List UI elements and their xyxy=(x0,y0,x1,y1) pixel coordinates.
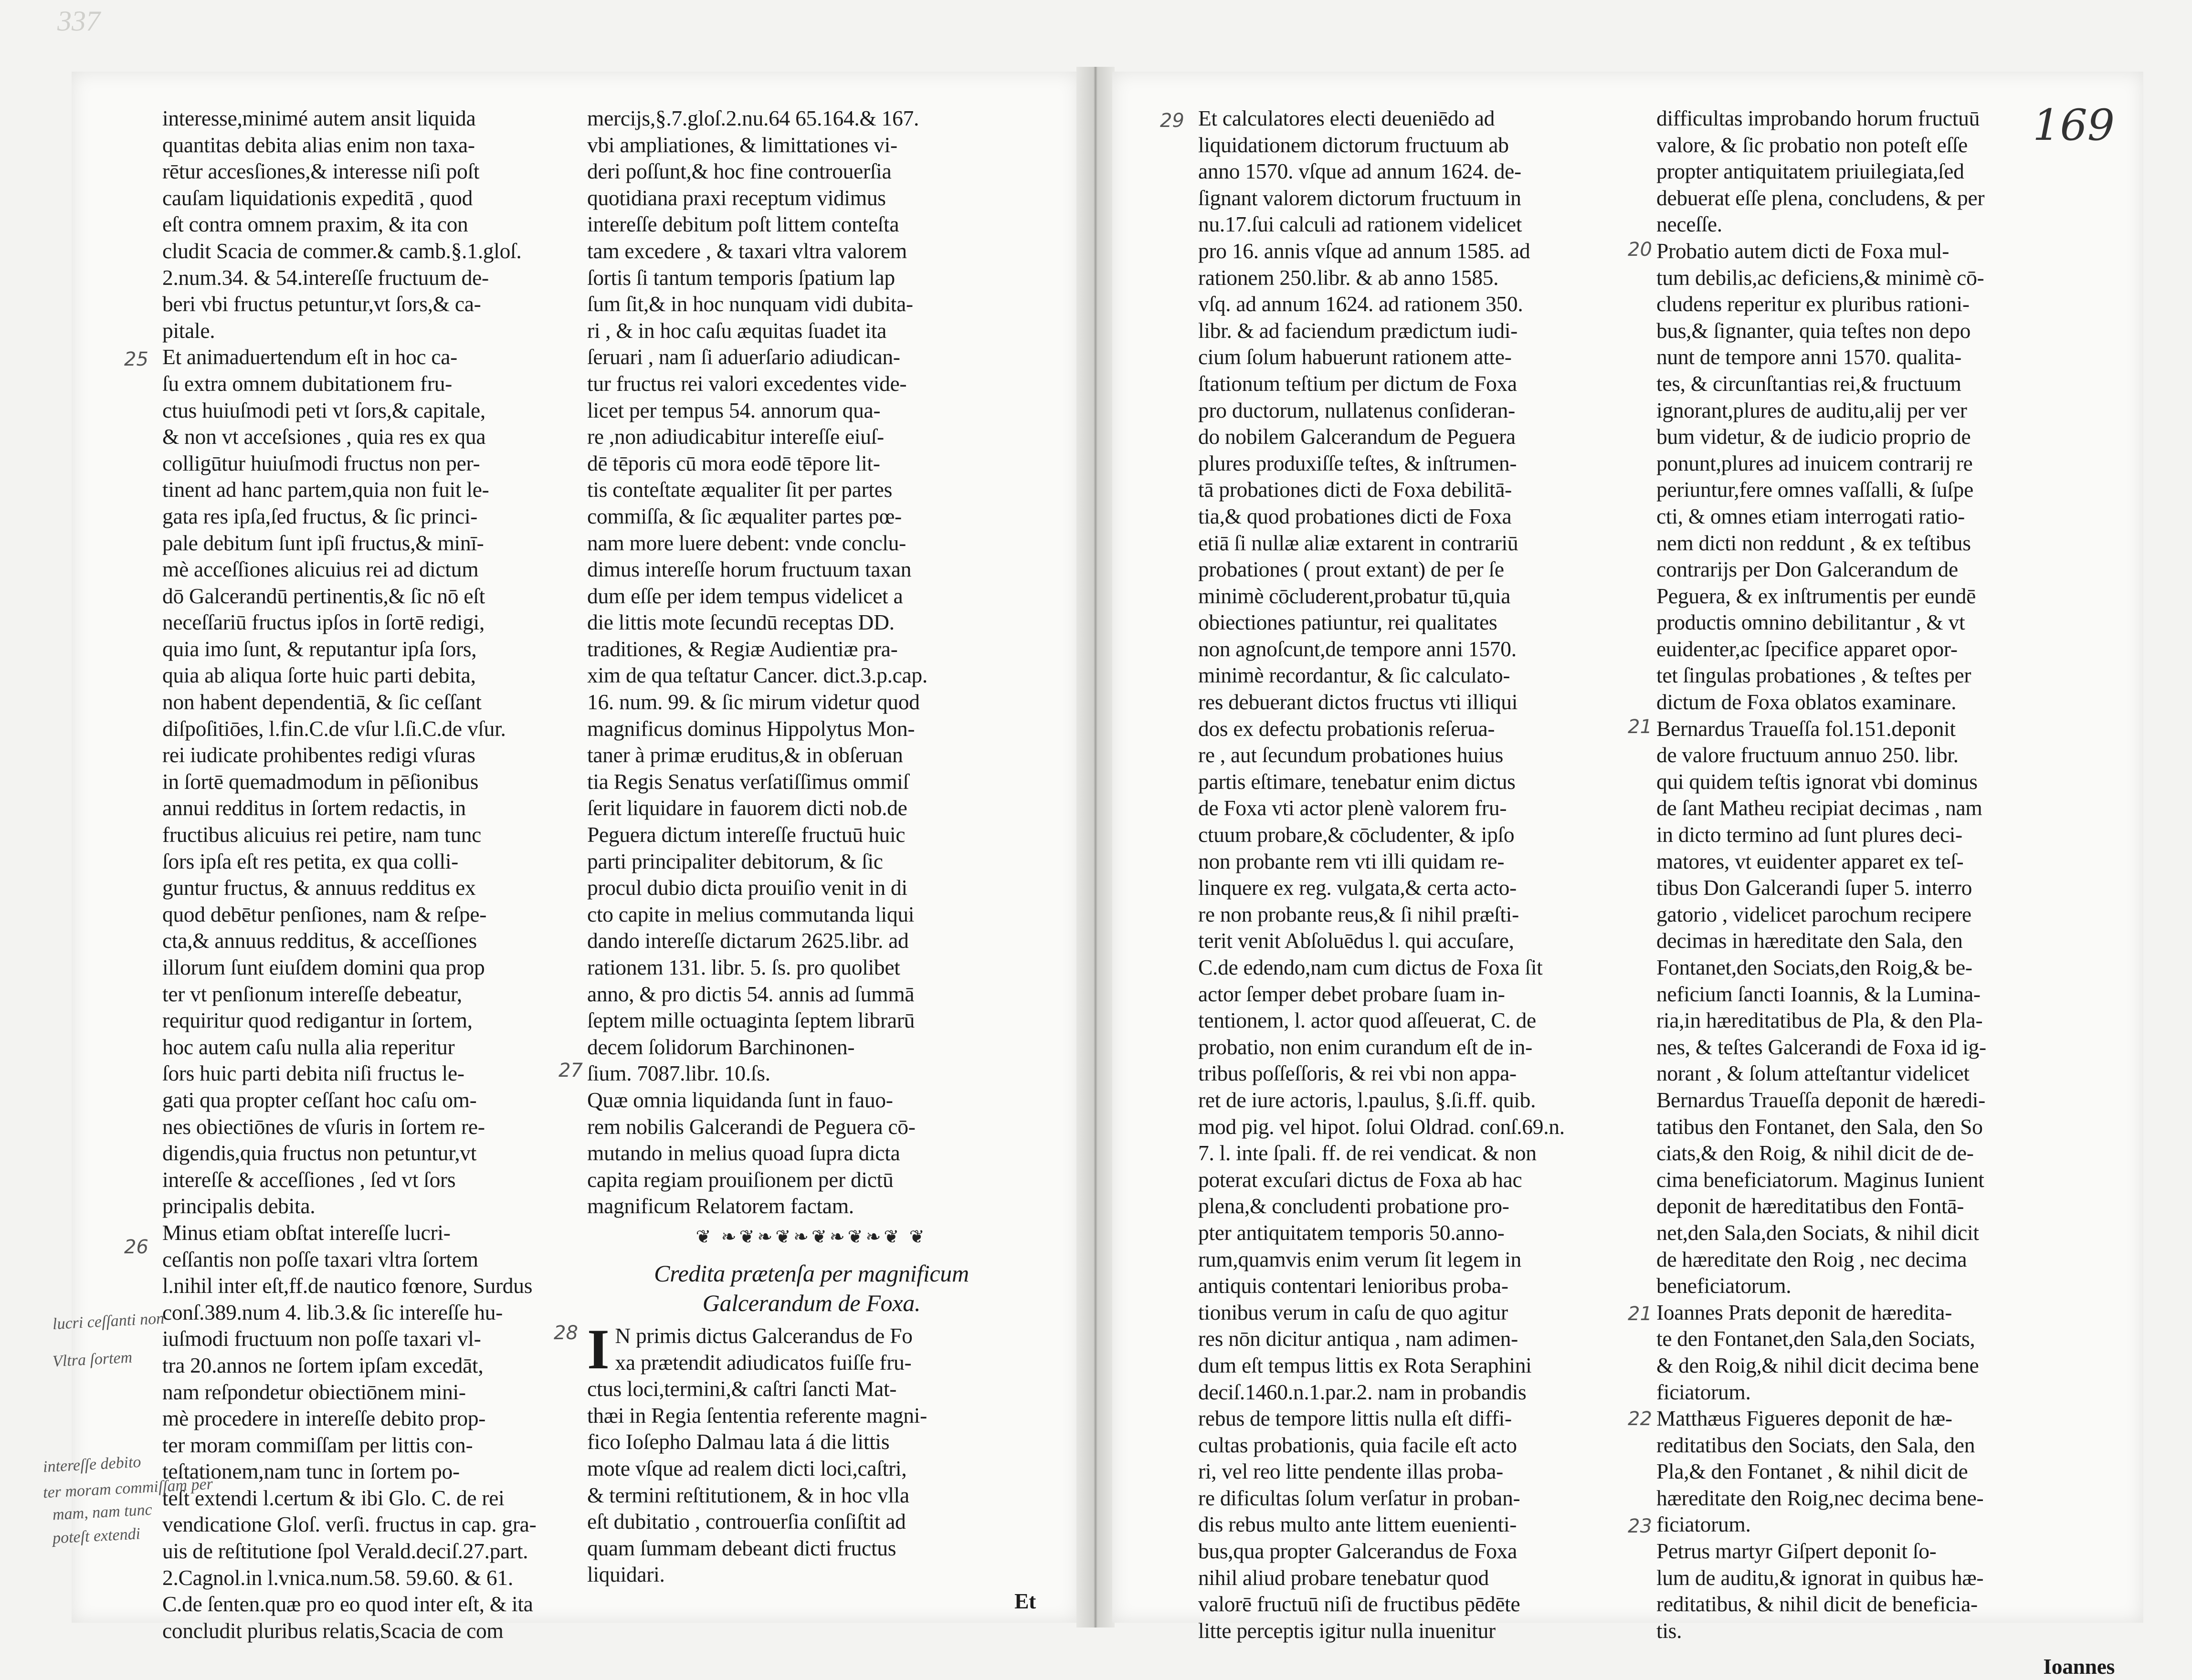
text-line: mercijs,§.7.gloſ.2.nu.64 65.164.& 167. xyxy=(587,106,919,130)
text-line: ria,in hæreditatibus de Pla, & den Pla- xyxy=(1656,1008,1983,1033)
text-line: ſeptem mille octuaginta ſeptem librarū xyxy=(587,1008,915,1033)
margin-note: lucri ceſſanti non xyxy=(52,1309,165,1334)
margin-number: 26 xyxy=(124,1236,148,1258)
text-line: nu.17.ſui calculi ad rationem videlicet xyxy=(1198,212,1522,237)
text-line: concludit pluribus relatis,Scacia de com xyxy=(162,1618,504,1643)
text-line: reditatibus, & nihil dicit de beneficia- xyxy=(1656,1592,1978,1617)
text-line: taner à primæ eruditus,& in obſeruan xyxy=(587,743,903,767)
text-line: 7. l. inte ſpali. ff. de rei vendicat. & non xyxy=(1198,1141,1537,1166)
text-line: illorum ſunt eiuſdem domini qua prop xyxy=(162,955,485,979)
text-line: fico Ioſepho Dalmau lata á die littis xyxy=(587,1429,890,1454)
text-line: deri poſſunt,& hoc fine controuerſia xyxy=(587,159,892,184)
text-line: anno, & pro dictis 54. annis ad ſummā xyxy=(587,981,915,1006)
text-line: capita regiam prouiſionem per dictū xyxy=(587,1167,894,1192)
text-line: ſum ſit,& in hoc nunquam vidi dubita- xyxy=(587,292,913,316)
text-line: dando intereſſe dictarum 2625.libr. ad xyxy=(587,928,909,953)
margin-note: intereſſe debito xyxy=(42,1453,142,1476)
text-line: N primis dictus Galcerandus de Fo xyxy=(615,1323,913,1348)
text-line: re , aut ſecundum probationes huius xyxy=(1198,743,1503,767)
text-line: etiā ſi nullæ aliæ extarent in contrariū xyxy=(1198,530,1518,555)
text-line: plena,& concludenti probatione pro- xyxy=(1198,1194,1509,1218)
text-line: quod debētur penſiones, nam & reſpe- xyxy=(162,902,487,926)
text-line: rationem 250.libr. & ab anno 1585. xyxy=(1198,265,1499,290)
text-line: annui redditus in ſortem redactis, in xyxy=(162,796,466,820)
text-line: mote vſque ad realem dicti loci,caſtri, xyxy=(587,1456,907,1480)
text-line: mod pig. vel hipot. ſolui Oldrad. conſ.69.n. xyxy=(1198,1114,1565,1139)
text-line: cto capite in melius commutanda liqui xyxy=(587,902,915,926)
text-line: terit venit Abſoluēdus l. qui accuſare, xyxy=(1198,928,1514,953)
left-page xyxy=(42,72,1079,1643)
text-line: Matthæus Figueres deponit de hæ- xyxy=(1656,1406,1952,1431)
folio-number: 169 xyxy=(2033,100,2115,150)
text-line: litte perceptis igitur nulla inuenitur xyxy=(1198,1618,1496,1643)
ornament-divider: ❦ ❧❦❧❦❧❦❧❦❧❦ ❦ xyxy=(696,1227,927,1247)
text-line: antiquis contentari lenioribus proba- xyxy=(1198,1273,1508,1298)
text-line: teſtationem,nam tunc in ſortem po- xyxy=(162,1459,460,1484)
text-line: tum debilis,ac deficiens,& minimè cō- xyxy=(1656,265,1984,290)
text-line: gata res ipſa,ſed fructus, & ſic princi- xyxy=(162,504,478,528)
text-line: tia Regis Senatus verſatiſſimus ommiſ xyxy=(587,769,909,794)
text-line: reditatibus den Sociats, den Sala, den xyxy=(1656,1432,1975,1457)
text-line: pter antiquitatem temporis 50.anno- xyxy=(1198,1220,1505,1245)
text-line: vſq. ad annum 1624. ad rationem 350. xyxy=(1198,292,1523,316)
text-line: ter vt penſionum intereſſe debeatur, xyxy=(162,981,462,1006)
text-line: Et animaduertendum eſt in hoc ca- xyxy=(162,345,458,369)
text-line: dō Galcerandū pertinentis,& ſic nō eſt xyxy=(162,583,485,608)
text-line: cium ſolum habuerunt rationem atte- xyxy=(1198,345,1512,369)
text-line: pro ductorum, nullatenus conſideran- xyxy=(1198,398,1515,422)
margin-number: 29 xyxy=(1160,110,1184,132)
text-line: res nōn dicitur antiqua , nam adimen- xyxy=(1198,1326,1518,1351)
text-line: pro 16. annis vſque ad annum 1585. ad xyxy=(1198,238,1530,263)
text-line: requiritur quod redigantur in ſortem, xyxy=(162,1008,473,1033)
text-line: net,den Sala,den Sociats, & nihil dicit xyxy=(1656,1220,1979,1245)
text-line: res debuerant dictos fructus vti illiqui xyxy=(1198,690,1518,714)
text-line: cultas probationis, quia facile eſt acto xyxy=(1198,1432,1517,1457)
text-line: ſors huic parti debita niſi fructus le- xyxy=(162,1061,464,1086)
text-line: ſeruari , nam ſi aduerſario adiudican- xyxy=(587,345,900,369)
text-line: de Foxa vti actor plenè valorem fru- xyxy=(1198,796,1507,820)
margin-note: mam, nam tunc xyxy=(52,1501,153,1524)
text-line: linquere ex reg. vulgata,& certa acto- xyxy=(1198,875,1517,900)
text-line: deponit de hæreditatibus den Fontā- xyxy=(1656,1194,1964,1218)
text-line: ceſſantis non poſſe taxari vltra ſortem xyxy=(162,1247,478,1271)
text-line: quia ab aliqua ſorte huic parti debita, xyxy=(162,663,476,688)
text-line: conſ.389.num 4. lib.3.& ſic intereſſe hu- xyxy=(162,1300,503,1324)
text-line: productis omnino debilitantur , & vt xyxy=(1656,610,1965,635)
text-line: dimus intereſſe horum fructuum taxan xyxy=(587,557,912,582)
text-line: cima beneficiatorum. Maginus Iunient xyxy=(1656,1167,1984,1192)
text-line: Pla,& den Fontanet , & nihil dicit de xyxy=(1656,1459,1968,1484)
text-line: re dificultas ſolum verſatur in proban- xyxy=(1198,1485,1520,1510)
text-line: gati qua propter ceſſant hoc caſu om- xyxy=(162,1087,477,1112)
text-line: non probante rem vti illi quidam re- xyxy=(1198,849,1505,873)
left-column-2 xyxy=(587,105,1036,1614)
text-line: norant , & ſolum atteſtantur videlicet xyxy=(1656,1061,1970,1086)
text-line: bus,qua propter Galcerandus de Foxa xyxy=(1198,1539,1518,1564)
text-line: nihil aliud probare tenebatur quod xyxy=(1198,1565,1489,1590)
section-heading-line2: Galcerandum de Foxa. xyxy=(702,1289,921,1316)
text-line: re non probante reus,& ſi nihil præſti- xyxy=(1198,902,1519,926)
text-line: cti, & omnes etiam interrogati ratio- xyxy=(1656,504,1965,528)
text-line: liquidari. xyxy=(587,1562,665,1587)
text-line: deciſ.1460.n.1.par.2. nam in probandis xyxy=(1198,1379,1527,1404)
text-line: eſt contra omnem praxim, & ita con xyxy=(162,212,468,237)
text-line: gatorio , videlicet parochum recipere xyxy=(1656,902,1971,926)
book-gutter xyxy=(1076,67,1115,1628)
text-line: minimè cōcluderent,probatur tū,quia xyxy=(1198,583,1511,608)
text-line: tis conteſtate æqualiter ſit per partes xyxy=(587,477,892,502)
margin-note: poteſt extendi xyxy=(52,1525,141,1547)
text-line: liquidationem dictorum fructuum ab xyxy=(1198,132,1509,157)
margin-number: 20 xyxy=(1628,239,1652,261)
text-line: neficium ſancti Ioannis, & la Lumina- xyxy=(1656,981,1981,1006)
section-heading-line1: Credita prætenſa per magnificum xyxy=(654,1260,969,1287)
margin-number: 27 xyxy=(559,1060,583,1082)
text-line: dē tēporis cū mora eodē tēpore lit- xyxy=(587,451,880,475)
text-line: propter antiquitatem priuilegiata,ſed xyxy=(1656,159,1964,184)
text-line: rationem 131. libr. 5. ſs. pro quolibet xyxy=(587,955,900,979)
text-line: periuntur,fere omnes vaſſalli, & ſuſpe xyxy=(1656,477,1974,502)
text-line: tā probationes dicti de Foxa debilitā- xyxy=(1198,477,1512,502)
text-line: guntur fructus, & annuus redditus ex xyxy=(162,875,476,900)
text-line: dum eſſe per idem tempus videlicet a xyxy=(587,583,903,608)
text-line: Peguera dictum intereſſe fructuū huic xyxy=(587,822,906,847)
text-line: ſors ipſa eſt res petita, ex qua colli- xyxy=(162,849,459,873)
text-line: l.nihil inter eſt,ff.de nautico fœnore, Surdus xyxy=(162,1273,533,1298)
text-line: bum videtur, & de iudicio proprio de xyxy=(1656,424,1971,449)
text-line: probationes ( prout extant) de per ſe xyxy=(1198,557,1504,582)
text-line: in dicto termino ad ſunt plures deci- xyxy=(1656,822,1962,847)
text-line: anno 1570. vſque ad annum 1624. de- xyxy=(1198,159,1521,184)
text-line: commiſſa, & ſic æqualiter partes pœ- xyxy=(587,504,902,528)
text-line: lum de auditu,& ignorat in quibus hæ- xyxy=(1656,1565,1984,1590)
text-line: tatibus den Fontanet, den Sala, den So xyxy=(1656,1114,1983,1139)
text-line: Probatio autem dicti de Foxa mul- xyxy=(1656,238,1950,263)
catchword-right: Ioannes xyxy=(2043,1654,2115,1679)
text-line: mè procedere in intereſſe debito prop- xyxy=(162,1406,486,1431)
text-line: valorē fructuū niſi de fructibus pēdēte xyxy=(1198,1592,1520,1617)
text-line: parti principaliter debitorum, & ſic xyxy=(587,849,883,873)
text-line: partis eſtimare, tenebatur enim dictus xyxy=(1198,769,1516,794)
text-line: uis de reſtitutione ſpol Verald.deciſ.27.part. xyxy=(162,1539,528,1564)
text-line: cauſam liquidationis expeditā , quod xyxy=(162,185,473,210)
text-line: ctus loci,termini,& caſtri ſancti Mat- xyxy=(587,1376,897,1401)
text-line: non habent dependentiā, & ſic ceſſant xyxy=(162,690,482,714)
margin-note: ter moram commiſſam per xyxy=(42,1475,213,1502)
text-line: digendis,quia fructus non petuntur,vt xyxy=(162,1141,477,1166)
text-line: magnificum Relatorem factam. xyxy=(587,1194,854,1218)
text-line: licet per tempus 54. annorum qua- xyxy=(587,398,881,422)
text-line: tis. xyxy=(1656,1618,1682,1643)
text-line: dictum de Foxa oblatos examinare. xyxy=(1656,690,1957,714)
text-line: hoc autem caſu nulla alia reperitur xyxy=(162,1034,455,1059)
text-line: ponunt,plures ad inuicem contrarij re xyxy=(1656,451,1973,475)
text-line: & den Roig,& nihil dicit decima bene xyxy=(1656,1353,1979,1377)
left-column-1 xyxy=(162,105,582,1644)
text-line: ignorant,plures de auditu,alij per ver xyxy=(1656,398,1967,422)
text-line: fructibus alicuius rei petire, nam tunc xyxy=(162,822,482,847)
text-line: Quæ omnia liquidanda ſunt in fauo- xyxy=(587,1087,893,1112)
text-line: tibus Don Galcerandi ſuper 5. interro xyxy=(1656,875,1972,900)
text-line: xim de qua teſtatur Cancer. dict.3.p.cap. xyxy=(587,663,927,688)
text-line: nes obiectiōnes de vſuris in ſortem re- xyxy=(162,1114,485,1139)
margin-number: 21 xyxy=(1628,1303,1652,1325)
text-line: matores, vt euidenter apparet ex teſ- xyxy=(1656,849,1964,873)
text-line: nam more luere debent: vnde conclu- xyxy=(587,530,906,555)
text-line: de ſant Matheu recipiat decimas , nam xyxy=(1656,796,1982,820)
text-line: ſortis ſi tantum temporis ſpatium lap xyxy=(587,265,895,290)
text-line: principalis debita. xyxy=(162,1194,316,1218)
text-line: dis rebus multo ante littem euenienti- xyxy=(1198,1512,1517,1537)
text-line: ſtationum teſtium per dictum de Foxa xyxy=(1198,371,1517,396)
text-line: nem dicti non reddunt , & ex teſtibus xyxy=(1656,530,1971,555)
text-line: Minus etiam obſtat intereſſe lucri- xyxy=(162,1220,451,1245)
text-line: obiectiones patiuntur, rei qualitates xyxy=(1198,610,1497,635)
text-line: cludens reperitur ex pluribus rationi- xyxy=(1656,292,1970,316)
text-line: de valore fructuum annuo 250. libr. xyxy=(1656,743,1959,767)
left-column-2-bottom xyxy=(587,1317,1036,1588)
text-line: Bernardus Traueſſa deponit de hæredi- xyxy=(1656,1087,1985,1112)
text-line: Ioannes Prats deponit de hæredita- xyxy=(1656,1300,1952,1324)
text-line: valore, & ſic probatio non poteſt eſſe xyxy=(1656,132,1968,157)
text-line: Peguera, & ex inſtrumentis per eundē xyxy=(1656,583,1976,608)
text-line: xa prætendit adiudicatos fuiſſe fru- xyxy=(615,1350,912,1375)
text-line: ctus huiuſmodi peti vt ſors,& capitale, xyxy=(162,398,485,422)
catchword-left: Et xyxy=(1014,1588,1036,1613)
text-line: libr. & ad faciendum prædictum iudi- xyxy=(1198,318,1518,343)
text-line: quam ſummam debeant dicti fructus xyxy=(587,1535,896,1560)
text-line: non agnoſcunt,de tempore anni 1570. xyxy=(1198,636,1517,661)
text-line: Bernardus Traueſſa fol.151.deponit xyxy=(1656,716,1956,741)
text-line: ri , & in hoc caſu æquitas ſuadet ita xyxy=(587,318,887,343)
text-line: Petrus martyr Giſpert deponit ſo- xyxy=(1656,1539,1937,1564)
text-line: rei iudicate prohibentes redigi vſuras xyxy=(162,743,475,767)
text-line: cta,& annuus redditus, & acceſſiones xyxy=(162,928,477,953)
text-line: beneficiatorum. xyxy=(1656,1273,1792,1298)
text-line: & non vt acceſsiones , quia res ex qua xyxy=(162,424,486,449)
text-line: do nobilem Galcerandum de Peguera xyxy=(1198,424,1516,449)
text-line: thæi in Regia ſententia referente magni- xyxy=(587,1403,927,1428)
text-line: ciats,& den Roig, & nihil dicit de de- xyxy=(1656,1141,1974,1166)
text-line: ſu extra omnem dubitationem fru- xyxy=(162,371,453,396)
margin-number: 28 xyxy=(554,1322,578,1344)
text-line: intereſſe & acceſſiones , ſed vt ſors xyxy=(162,1167,456,1192)
text-line: nam reſpondetur obiectiōnem mini- xyxy=(162,1379,466,1404)
text-line: probatio, non enim curandum eſt de in- xyxy=(1198,1034,1532,1059)
text-line: in ſortē quemadmodum in pēſionibus xyxy=(162,769,479,794)
text-line: ri, vel reo litte pendente illas proba- xyxy=(1198,1459,1503,1484)
text-line: tionibus verum in caſu de quo agitur xyxy=(1198,1300,1508,1324)
text-line: quotidiana praxi receptum vidimus xyxy=(587,185,886,210)
text-line: debuerat eſſe plena, concludens, & per xyxy=(1656,185,1985,210)
text-line: ſignant valorem dictorum fructuum in xyxy=(1198,185,1521,210)
text-line: tur fructus rei valori excedentes vide- xyxy=(587,371,907,396)
text-line: decimas in hæreditate den Sala, den xyxy=(1656,928,1963,953)
text-line: hæreditate den Roig,nec decima bene- xyxy=(1656,1485,1984,1510)
text-line: mutando in melius quoad ſupra dicta xyxy=(587,1141,900,1166)
right-column-2 xyxy=(1656,105,2115,1680)
text-line: rebus de tempore littis nulla eſt diffi- xyxy=(1198,1406,1512,1431)
text-line: difficultas improbando horum fructuū xyxy=(1656,106,1980,130)
text-line: euidenter,ac ſpecifice apparet opor- xyxy=(1656,636,1958,661)
text-line: minimè recordantur, & ſic calculato- xyxy=(1198,663,1510,688)
text-line: teſt extendi l.certum & ibi Glo. C. de rei xyxy=(162,1485,505,1510)
text-line: C.de edendo,nam cum dictus de Foxa ſit xyxy=(1198,955,1543,979)
text-line: beri vbi fructus petuntur,vt ſors,& ca- xyxy=(162,292,481,316)
text-line: eſt dubitatio , controuerſia conſiſtit ad xyxy=(587,1509,906,1534)
text-line: ret de iure actoris, l.paulus, §.ſi.ff. quib. xyxy=(1198,1087,1536,1112)
text-line: actor ſemper debet probare ſuam in- xyxy=(1198,981,1505,1006)
text-line: poterat excuſari dictus de Foxa ab hac xyxy=(1198,1167,1522,1192)
left-column-2-top xyxy=(587,105,1036,1219)
text-line: C.de ſenten.quæ pro eo quod inter eſt, & ita xyxy=(162,1592,533,1617)
margin-number: 25 xyxy=(124,348,148,370)
text-line: tes, & circunſtantias rei,& fructuum xyxy=(1656,371,1961,396)
text-line: interesse,minimé autem ansit liquida xyxy=(162,106,476,130)
text-line: tra 20.annos ne ſortem ipſam excedāt, xyxy=(162,1353,484,1377)
text-line: intereſſe debitum poſt littem conteſta xyxy=(587,212,899,237)
text-line: ficiatorum. xyxy=(1656,1379,1751,1404)
text-line: mè acceſſiones alicuius rei ad dictum xyxy=(162,557,479,582)
text-line: vbi ampliationes, & limittationes vi- xyxy=(587,132,897,157)
text-line: ſerit liquidare in fauorem dicti nob.de xyxy=(587,796,907,820)
text-line: vendicatione Gloſ. verſi. fructus in cap. gra- xyxy=(162,1512,537,1537)
text-line: quantitas debita alias enim non taxa- xyxy=(162,132,475,157)
margin-number: 21 xyxy=(1628,716,1652,738)
text-line: re ,non adiudicabitur intereſſe eiuſ- xyxy=(587,424,884,449)
text-line: magnificus dominus Hippolytus Mon- xyxy=(587,716,915,741)
text-line: tia,& quod probationes dicti de Foxa xyxy=(1198,504,1512,528)
right-column-1 xyxy=(1198,105,1656,1644)
text-line: 2.num.34. & 54.intereſſe fructuum de- xyxy=(162,265,489,290)
text-line: procul dubio dicta prouiſio venit in di xyxy=(587,875,907,900)
text-line: neceſſariū fructus ipſos in ſortē redigi, xyxy=(162,610,485,635)
text-line: qui quidem teſtis ignorat vbi dominus xyxy=(1656,769,1978,794)
text-line: rem nobilis Galcerandi de Peguera cō- xyxy=(587,1114,916,1139)
text-line: te den Fontanet,den Sala,den Sociats, xyxy=(1656,1326,1975,1351)
text-line: tribus poſſeſſoris, & rei vbi non appa- xyxy=(1198,1061,1517,1086)
text-line: nes, & teſtes Galcerandi de Foxa id ig- xyxy=(1656,1034,1986,1059)
text-line: rum,quamvis enim verum ſit legem in xyxy=(1198,1247,1521,1271)
right-page xyxy=(1112,72,2143,1679)
text-line: cludit Scacia de commer.& camb.§.1.gloſ. xyxy=(162,238,522,263)
text-line: die littis mote ſecundū receptas DD. xyxy=(587,610,895,635)
text-line: dum eſt tempus littis ex Rota Seraphini xyxy=(1198,1353,1532,1377)
margin-note: Vltra ſortem xyxy=(52,1348,133,1371)
margin-number: 23 xyxy=(1628,1515,1652,1537)
text-line: tentionem, l. actor quod aſſeuerat, C. de xyxy=(1198,1008,1536,1033)
text-line: diſpoſitiōes, l.fin.C.de vſur l.ſi.C.de vſur. xyxy=(162,716,506,741)
text-line: dos ex defectu probationis reſerua- xyxy=(1198,716,1495,741)
right-column-2-lines xyxy=(1656,105,2115,1644)
text-line: pitale. xyxy=(162,318,215,343)
text-line: 2.Cagnol.in l.vnica.num.58. 59.60. & 61. xyxy=(162,1565,513,1590)
text-line: pale debitum ſunt ipſi fructus,& minī- xyxy=(162,530,484,555)
text-line: ctuum probare,& cōcludenter, & ipſo xyxy=(1198,822,1515,847)
text-line: ſium. 7087.libr. 10.ſs. xyxy=(587,1061,770,1086)
text-line: nunt de tempore anni 1570. qualita- xyxy=(1656,345,1961,369)
drop-cap: I xyxy=(587,1317,610,1381)
text-line: plures produxiſſe teſtes, & inſtrumen- xyxy=(1198,451,1517,475)
margin-number: 22 xyxy=(1628,1408,1652,1430)
text-line: & termini reſtitutionem, & in hoc vlla xyxy=(587,1482,909,1507)
text-line: tet ſingulas probationes , & teſtes per xyxy=(1656,663,1971,688)
text-line: decem ſolidorum Barchinonen- xyxy=(587,1034,855,1059)
text-line: rētur accesſiones,& interesse niſi poſt xyxy=(162,159,480,184)
text-line: tinent ad hanc partem,quia non fuit le- xyxy=(162,477,489,502)
text-line: traditiones, & Regiæ Audientiæ pra- xyxy=(587,636,898,661)
text-line: contrarijs per Don Galcerandum de xyxy=(1656,557,1958,582)
text-line: iuſmodi fructuum non poſſe taxari vl- xyxy=(162,1326,481,1351)
text-line: de hæreditate den Roig , nec decima xyxy=(1656,1247,1967,1271)
text-line: Fontanet,den Sociats,den Roig,& be- xyxy=(1656,955,1972,979)
text-line: ter moram commiſſam per littis con- xyxy=(162,1432,473,1457)
ghost-page-number: 337 xyxy=(57,5,100,37)
text-line: bus,& ſignanter, quia teſtes non depo xyxy=(1656,318,1971,343)
text-line: colligūtur huiuſmodi fructus non per- xyxy=(162,451,480,475)
text-line: quia imo ſunt, & reputantur ipſa ſors, xyxy=(162,636,477,661)
text-line: neceſſe. xyxy=(1656,212,1722,237)
text-line: Et calculatores electi deueniēdo ad xyxy=(1198,106,1495,130)
text-line: 16. num. 99. & ſic mirum videtur quod xyxy=(587,690,920,714)
text-line: ficiatorum. xyxy=(1656,1512,1751,1537)
text-line: tam excedere , & taxari vltra valorem xyxy=(587,238,907,263)
